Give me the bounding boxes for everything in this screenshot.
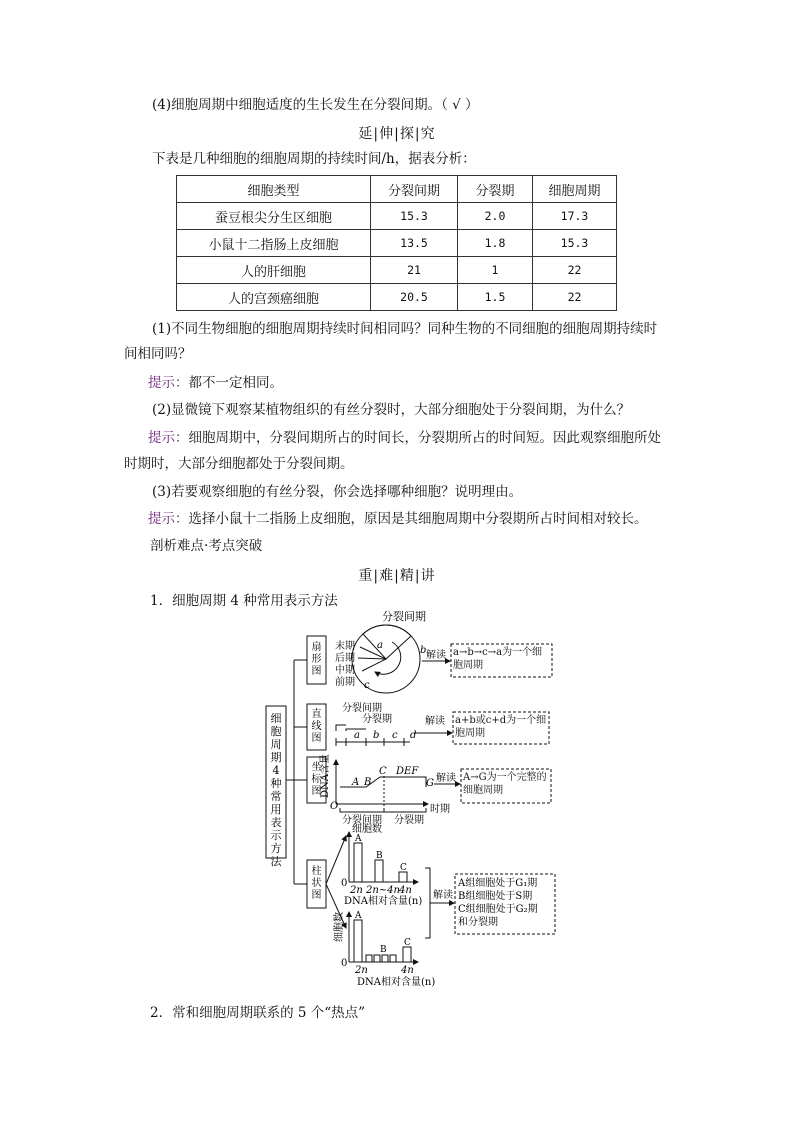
hint-label: 提示： [148,430,189,446]
bar2-xlabel: DNA相对含量(n) [357,977,436,988]
table-cell: 15.3 [533,230,617,257]
table-cell: 1 [458,257,533,284]
bar-a-2 [354,920,362,962]
line-read-label: 解读 [425,716,445,727]
bar1-label-c: C [400,863,407,873]
bar-b-1 [375,860,383,882]
line-point-c: c [392,730,398,741]
answer-text: 都不一定相同。 [188,375,283,391]
branch-box-fan [307,636,326,684]
fan-phase-anaphase: 后期 [335,653,355,664]
coord-xlabel: 时期 [430,804,450,815]
bar-read-label: 解读 [433,890,453,901]
bar1-label-a: A [355,834,362,844]
fan-phase-prophase: 前期 [335,677,355,688]
bar2-tick-4n: 4n [401,965,414,976]
question-3: (3)若要观察细胞的有丝分裂，你会选择哪种细胞？说明理由。 [152,484,523,500]
question-2: (2)显微镜下观察某植物组织的有丝分裂时，大部分细胞处于分裂间期，为什么？ [152,402,631,418]
section-title: 延|伸|探|究 [358,126,436,142]
coord-ylabel: DNA含量 [320,754,331,798]
fan-read-label: 解读 [426,650,446,661]
fan-phase-metaphase: 中期 [335,665,355,676]
coord-point-b: B [364,777,372,788]
hint-label: 提示： [148,511,189,527]
branch-fan-label: 扇形图 [311,642,322,677]
fan-point-c: c [364,680,370,691]
bar2-origin: 0 [341,958,348,969]
fan-point-b: b [420,645,427,656]
table-cell: 15.3 [371,203,458,230]
branch-bar-label: 柱状图 [311,866,322,901]
bar2-label-c: C [404,938,411,948]
fan-top-label: 分裂间期 [382,610,426,623]
table-cell: 2.0 [458,203,533,230]
answer-text: 选择小鼠十二指肠上皮细胞，原因是其细胞周期中分裂期所占时间相对较长。 [188,511,648,527]
line-note: a+b或c+d为一个细胞周期 [455,715,547,739]
bar-b-2b [374,955,380,962]
bar2-ylabel: 细胞数 [334,912,345,942]
line-label-interphase: 分裂间期 [342,703,382,714]
bar-note-3: C组细胞处于G₂期 [458,904,538,915]
question-1-line2: 间相同吗？ [124,346,192,362]
point-2: 2．常和细胞周期联系的 5 个“热点” [150,1005,366,1021]
line-point-d: d [410,730,417,741]
coord-read-label: 解读 [436,773,456,784]
bar2-tick-2n: 2n [355,965,368,976]
question-1-line1: (1)不同生物细胞的细胞周期持续时间相同吗？同种生物的不同细胞的细胞周期持续时 [152,321,658,337]
table-intro: 下表是几种细胞的细胞周期的持续时间/h，据表分析： [152,151,476,167]
bar1-ylabel: 细胞数 [352,824,382,835]
coord-note: A→G为一个完整的细胞周期 [463,772,547,796]
header-cycle: 细胞周期 [533,176,617,203]
answer-text: 细胞周期中，分裂间期所占的时间长，分裂期所占的时间短。因此观察细胞所处 [188,430,661,446]
header-cell-type: 细胞类型 [177,176,371,203]
table-cell: 人的宫颈癌细胞 [177,284,371,311]
fan-chart [352,625,420,693]
line-point-b: b [373,730,380,741]
table-cell: 13.5 [371,230,458,257]
branch-connectors [286,660,307,884]
bar-b-2a [366,955,372,962]
bar-note-1: A组细胞处于G₁期 [458,878,538,889]
bar-c-2 [403,947,411,962]
bar1-origin: 0 [341,878,348,889]
bar1-tick-4n: 4n [399,885,412,896]
fan-point-a: a [377,640,383,651]
fan-phase-end: 末期 [335,641,355,652]
table-cell: 21 [371,257,458,284]
hint-label: 提示： [148,375,189,391]
table-cell: 1.8 [458,230,533,257]
header-division: 分裂期 [458,176,533,203]
coord-span-division: 分裂期 [394,815,424,826]
section-title-2: 重|难|精|讲 [358,568,436,584]
analysis-heading: 剖析难点·考点突破 [150,538,263,554]
branch-box-line [307,704,326,750]
coord-point-g: G [426,778,434,789]
coord-point-a: A [352,777,360,788]
table-cell: 17.3 [533,203,617,230]
coord-origin: O [330,801,339,812]
coord-point-def: DEF [396,766,419,777]
coord-span-interphase: 分裂间期 [342,815,382,826]
table-cell: 1.5 [458,284,533,311]
table-cell: 人的肝细胞 [177,257,371,284]
bar2-label-a: A [355,911,362,921]
bar1-label-b: B [376,851,383,861]
bar-note-2: B组细胞处于S期 [458,891,533,902]
question-4: (4)细胞周期中细胞适度的生长发生在分裂间期。（ √ ） [152,97,479,113]
answer-2-line2: 时期时，大部分细胞都处于分裂间期。 [124,456,354,472]
bar1-xlabel: DNA相对含量(n) [344,896,423,907]
branch-coord-label: 坐标图 [311,762,322,797]
point-1: 1．细胞周期 4 种常用表示方法 [150,593,338,609]
table-cell: 22 [533,257,617,284]
bar-c-1 [399,872,407,882]
header-interphase: 分裂间期 [371,176,458,203]
bar-a-1 [354,843,362,882]
bar1-tick-2n4n: 2n~4n [366,885,400,896]
table-cell: 蚕豆根尖分生区细胞 [177,203,371,230]
bar-note-4: 和分裂期 [458,917,498,928]
line-label-division: 分裂期 [362,714,392,725]
table-cell: 22 [533,284,617,311]
coord-point-c: C [379,766,387,777]
table-cell: 20.5 [371,284,458,311]
bar2-label-b: B [380,945,387,955]
bar-b-2c [382,955,388,962]
line-point-a: a [354,730,360,741]
table-cell: 小鼠十二指肠上皮细胞 [177,230,371,257]
branch-box-bar [307,860,326,908]
root-label: 细胞周期 4 种常用表示方法 [270,712,282,868]
bar-b-2d [390,955,396,962]
fan-note: a→b→c→a为一个细胞周期 [453,647,543,671]
branch-line-label: 直线图 [311,709,322,744]
bar1-tick-2n: 2n [350,885,363,896]
